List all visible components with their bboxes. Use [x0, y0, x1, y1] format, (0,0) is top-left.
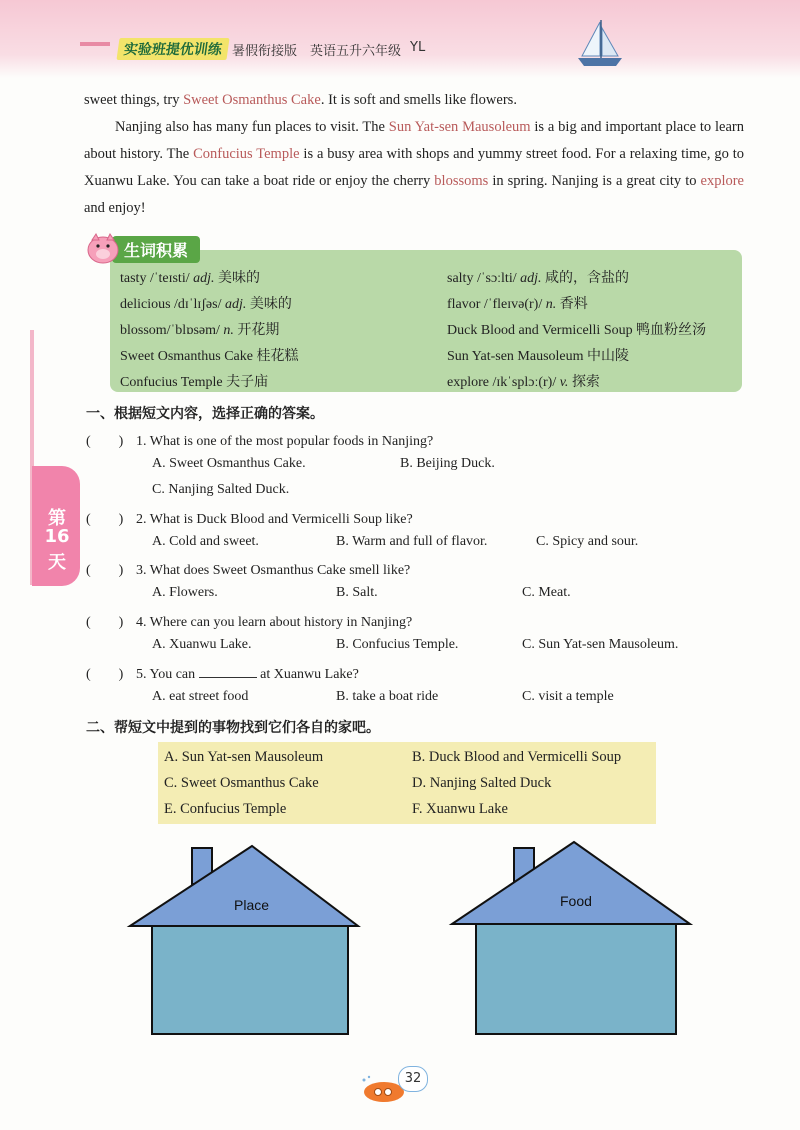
edition-label: 暑假衔接版 — [232, 44, 298, 59]
question-text: What is Duck Blood and Vermicelli Soup like? — [149, 512, 413, 527]
question-row — [86, 559, 410, 579]
vocab-word: blossom/ˈblɒsəm/ — [120, 323, 224, 338]
vocab-word: Confucius Temple — [120, 375, 223, 390]
question-number: 1. — [136, 434, 147, 449]
passage-paragraph-2 — [84, 114, 744, 222]
vocab-entry — [120, 371, 268, 391]
question-number: 2. — [136, 512, 147, 527]
vocab-word: delicious /dɪˈlɪʃəs/ — [120, 297, 225, 312]
vocab-entry — [120, 319, 279, 339]
passage-text: sweet things, try — [84, 92, 184, 108]
vocab-entry — [120, 293, 292, 313]
answer-option[interactable]: A. Sweet Osmanthus Cake. — [152, 456, 306, 471]
answer-option[interactable]: C. Meat. — [522, 585, 571, 600]
vocab-meaning: 中山陵 — [583, 349, 630, 364]
question-text: What does Sweet Osmanthus Cake smell like? — [149, 563, 411, 578]
day-tab-char: 天 — [48, 552, 66, 573]
page-number: 32 — [398, 1066, 428, 1092]
answer-option[interactable]: B. Confucius Temple. — [336, 637, 459, 652]
vocab-meaning: 美味的 — [214, 271, 260, 286]
answer-option[interactable]: A. Flowers. — [152, 585, 218, 600]
publisher-code: YL — [410, 40, 426, 55]
vocab-title — [86, 232, 236, 266]
answer-option[interactable]: C. Sun Yat-sen Mausoleum. — [522, 637, 679, 652]
house-place-label: Place — [234, 897, 270, 913]
vocab-entry — [447, 267, 629, 287]
highlight-word: blossoms — [434, 173, 489, 189]
day-tab-number: 16 — [44, 526, 70, 547]
passage-text: Nanjing also has many fun places to visit. The — [115, 119, 389, 135]
vocab-entry — [120, 267, 260, 287]
highlight-word: Sweet Osmanthus Cake — [183, 92, 321, 108]
sailboat-icon — [574, 18, 626, 70]
vocab-pos: n. — [545, 297, 557, 312]
vocab-pos: v. — [559, 375, 569, 390]
vocab-title-label: 生词积累 — [112, 236, 200, 263]
section-2-title: 二、帮短文中提到的事物找到它们各自的家吧。 — [86, 720, 380, 736]
vocab-entry — [447, 319, 706, 339]
vocab-entry — [447, 371, 600, 391]
question-text: You can — [149, 667, 199, 682]
vocab-word: Sweet Osmanthus Cake — [120, 349, 253, 364]
highlight-word: explore — [700, 173, 744, 189]
vocab-meaning: 开花期 — [233, 323, 280, 338]
passage-text: in spring. Nanjing is a great city to — [488, 173, 701, 189]
answer-option[interactable]: C. Nanjing Salted Duck. — [152, 482, 290, 497]
match-option[interactable]: A. Sun Yat-sen Mausoleum — [164, 749, 324, 765]
section-1-title: 一、根据短文内容，选择正确的答案。 — [86, 406, 324, 422]
question-text: Where can you learn about history in Nanjing? — [149, 615, 413, 630]
answer-bracket[interactable]: ( ) — [86, 563, 124, 578]
match-option[interactable]: C. Sweet Osmanthus Cake — [164, 775, 319, 791]
header-stripe — [80, 42, 110, 46]
vocab-meaning: 夫子庙 — [222, 375, 269, 390]
vocab-pos: adj. — [193, 271, 215, 286]
vocab-meaning: 桂花糕 — [252, 349, 299, 364]
vocab-word: explore /ɪkˈsplɔː(r)/ — [447, 375, 560, 390]
answer-option[interactable]: A. Xuanwu Lake. — [152, 637, 252, 652]
passage-paragraph-1 — [84, 87, 744, 114]
page-header — [0, 0, 800, 78]
question-row — [86, 430, 433, 450]
series-badge: 实验班提优训练 — [116, 38, 229, 60]
question-row — [86, 611, 412, 631]
match-option[interactable]: E. Confucius Temple — [164, 801, 287, 817]
passage-text: is a big and important place to learn about history. The — [84, 119, 744, 162]
question-number: 4. — [136, 615, 147, 630]
vocab-word: flavor /ˈfleɪvə(r)/ — [447, 297, 546, 312]
passage-text: is a busy area with shops and yummy street food. For a relaxing time, go to Xuanwu Lake. You can take a boat ride or enjoy the cherry — [84, 146, 744, 189]
vocab-meaning: 美味的 — [246, 297, 292, 312]
answer-option[interactable]: B. Beijing Duck. — [400, 456, 495, 471]
highlight-word: Sun Yat-sen Mausoleum — [388, 119, 531, 135]
vocab-meaning: 鸭血粉丝汤 — [632, 323, 707, 338]
fill-blank[interactable] — [199, 665, 257, 678]
vocab-pos: n. — [223, 323, 234, 338]
passage-text: . It is soft and smells like flowers. — [320, 92, 517, 108]
question-number: 3. — [136, 563, 147, 578]
day-tab-char: 第 — [48, 508, 66, 529]
house-food[interactable] — [446, 838, 696, 1042]
vocab-pos: adj. — [224, 297, 247, 312]
vocab-word: tasty /ˈteɪsti/ — [120, 271, 194, 286]
vocab-meaning: 探索 — [568, 375, 600, 390]
answer-bracket[interactable]: ( ) — [86, 615, 124, 630]
answer-bracket[interactable]: ( ) — [86, 434, 124, 449]
day-tab — [32, 466, 80, 586]
answer-option[interactable]: A. Cold and sweet. — [152, 534, 259, 549]
vocab-pos: adj. — [520, 271, 542, 286]
question-number: 5. — [136, 667, 147, 682]
vocab-entry — [447, 293, 588, 313]
vocab-entry — [447, 345, 629, 365]
match-option[interactable]: F. Xuanwu Lake — [412, 801, 508, 817]
house-food-label: Food — [560, 893, 592, 909]
answer-bracket[interactable]: ( ) — [86, 512, 124, 527]
answer-bracket[interactable]: ( ) — [86, 667, 124, 682]
highlight-word: Confucius Temple — [193, 146, 300, 162]
match-option[interactable]: B. Duck Blood and Vermicelli Soup — [412, 749, 622, 765]
answer-option[interactable]: B. Warm and full of flavor. — [336, 534, 488, 549]
passage-text: and enjoy! — [84, 200, 146, 216]
vocab-word: Sun Yat-sen Mausoleum — [447, 349, 584, 364]
vocab-meaning: 香料 — [556, 297, 588, 312]
answer-option[interactable]: B. take a boat ride — [336, 689, 439, 704]
answer-option[interactable]: C. visit a temple — [522, 689, 614, 704]
house-place[interactable] — [124, 842, 364, 1042]
vocab-entry — [120, 345, 298, 365]
question-row — [86, 663, 359, 683]
question-text: What is one of the most popular foods in Nanjing? — [149, 434, 434, 449]
question-row — [86, 508, 413, 528]
question-text: at Xuanwu Lake? — [256, 667, 359, 682]
vocab-word: Duck Blood and Vermicelli Soup — [447, 323, 633, 338]
vocab-meaning: 咸的，含盐的 — [541, 271, 629, 286]
match-option[interactable]: D. Nanjing Salted Duck — [412, 775, 552, 791]
vocab-word: salty /ˈsɔːlti/ — [447, 271, 521, 286]
pig-abc-icon — [86, 232, 122, 266]
answer-option[interactable]: B. Salt. — [336, 585, 378, 600]
grade-label: 英语五升六年级 — [310, 44, 402, 59]
answer-option[interactable]: C. Spicy and sour. — [536, 534, 639, 549]
answer-option[interactable]: A. eat street food — [152, 689, 249, 704]
